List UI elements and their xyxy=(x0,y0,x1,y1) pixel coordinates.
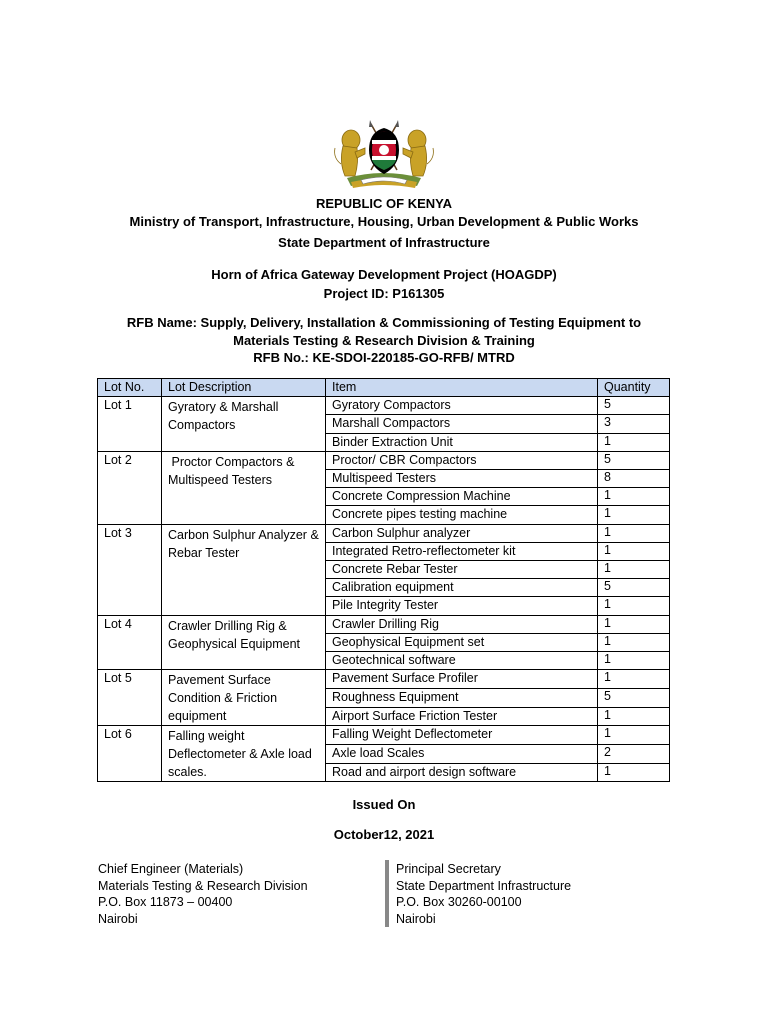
header-quantity: Quantity xyxy=(598,379,670,397)
item-name: Pavement Surface Profiler xyxy=(326,670,598,689)
item-quantity: 1 xyxy=(598,488,670,506)
item-name: Falling Weight Deflectometer xyxy=(326,726,598,745)
item-quantity: 5 xyxy=(598,397,670,415)
item-quantity: 1 xyxy=(598,615,670,633)
item-name: Airport Surface Friction Tester xyxy=(326,707,598,726)
item-name: Pile Integrity Tester xyxy=(326,597,598,615)
lots-table xyxy=(97,378,670,782)
issued-label: Issued On xyxy=(352,797,416,812)
item-name: Concrete Compression Machine xyxy=(326,488,598,506)
address-left-line: Materials Testing & Research Division xyxy=(98,878,308,893)
item-name: Axle load Scales xyxy=(326,744,598,763)
rfb-name-line2: Materials Testing & Research Division & Training xyxy=(233,333,535,348)
item-quantity: 5 xyxy=(598,451,670,469)
item-name: Crawler Drilling Rig xyxy=(326,615,598,633)
item-quantity: 2 xyxy=(598,744,670,763)
item-quantity: 3 xyxy=(598,415,670,433)
item-name: Binder Extraction Unit xyxy=(326,433,598,451)
address-left-line: Chief Engineer (Materials) xyxy=(98,862,244,876)
table-row xyxy=(98,615,670,633)
address-left xyxy=(98,861,308,927)
lot-description: Gyratory & Marshall Compactors xyxy=(162,397,326,452)
item-quantity: 1 xyxy=(598,542,670,560)
item-name: Marshall Compactors xyxy=(326,415,598,433)
address-right-line: Nairobi xyxy=(396,911,436,926)
item-quantity: 5 xyxy=(598,579,670,597)
item-quantity: 1 xyxy=(598,670,670,689)
project-name: Horn of Africa Gateway Development Project (HOAGDP) xyxy=(211,267,557,282)
kenya-coat-of-arms-icon xyxy=(327,118,441,192)
address-right-line: P.O. Box 30260-00100 xyxy=(396,895,522,909)
item-quantity: 1 xyxy=(598,433,670,451)
address-left-line: Nairobi xyxy=(98,911,138,926)
lot-number: Lot 5 xyxy=(98,670,162,726)
address-right-line: Principal Secretary xyxy=(396,862,501,876)
item-quantity: 1 xyxy=(598,524,670,542)
lot-number: Lot 2 xyxy=(98,451,162,524)
table-row xyxy=(98,670,670,689)
item-name: Concrete pipes testing machine xyxy=(326,506,598,524)
item-quantity: 1 xyxy=(598,561,670,579)
ministry-title: Ministry of Transport, Infrastructure, Housing, Urban Development & Public Works xyxy=(129,214,639,229)
lot-description: Pavement Surface Condition & Friction equipment xyxy=(162,670,326,726)
item-name: Concrete Rebar Tester xyxy=(326,561,598,579)
item-name: Integrated Retro-reflectometer kit xyxy=(326,542,598,560)
item-name: Gyratory Compactors xyxy=(326,397,598,415)
table-row xyxy=(98,726,670,745)
rfb-number: RFB No.: KE-SDOI-220185-GO-RFB/ MTRD xyxy=(253,350,515,365)
item-quantity: 1 xyxy=(598,597,670,615)
address-right-line: State Department Infrastructure xyxy=(396,878,572,893)
item-quantity: 8 xyxy=(598,470,670,488)
rfb-name-line1: RFB Name: Supply, Delivery, Installation & Commissioning of Testing Equipment to xyxy=(126,315,642,330)
table-header-row xyxy=(98,379,670,397)
department-title: State Department of Infrastructure xyxy=(278,235,490,250)
item-name: Geophysical Equipment set xyxy=(326,633,598,651)
issued-date: October12, 2021 xyxy=(333,827,435,842)
item-quantity: 5 xyxy=(598,688,670,707)
address-left-line: P.O. Box 11873 – 00400 xyxy=(98,895,233,909)
lot-description: Proctor Compactors & Multispeed Testers xyxy=(162,451,326,524)
item-quantity: 1 xyxy=(598,506,670,524)
item-name: Geotechnical software xyxy=(326,652,598,670)
header-lot-description: Lot Description xyxy=(162,379,326,397)
item-name: Carbon Sulphur analyzer xyxy=(326,524,598,542)
item-quantity: 1 xyxy=(598,633,670,651)
table-row xyxy=(98,397,670,415)
item-quantity: 1 xyxy=(598,763,670,782)
table-row xyxy=(98,524,670,542)
header-lot-no: Lot No. xyxy=(98,379,162,397)
lot-description: Crawler Drilling Rig & Geophysical Equipment xyxy=(162,615,326,670)
lot-description: Carbon Sulphur Analyzer & Rebar Tester xyxy=(162,524,326,615)
project-id: Project ID: P161305 xyxy=(323,286,445,301)
item-quantity: 1 xyxy=(598,707,670,726)
item-name: Multispeed Testers xyxy=(326,470,598,488)
lot-description: Falling weight Deflectometer & Axle load scales. xyxy=(162,726,326,782)
address-right xyxy=(396,861,571,927)
table-row xyxy=(98,451,670,469)
lot-number: Lot 3 xyxy=(98,524,162,615)
item-name: Calibration equipment xyxy=(326,579,598,597)
item-name: Proctor/ CBR Compactors xyxy=(326,451,598,469)
header-item: Item xyxy=(326,379,598,397)
item-quantity: 1 xyxy=(598,726,670,745)
address-divider xyxy=(385,860,389,927)
republic-title: REPUBLIC OF KENYA xyxy=(315,196,453,211)
item-name: Road and airport design software xyxy=(326,763,598,782)
lot-number: Lot 1 xyxy=(98,397,162,452)
lot-number: Lot 4 xyxy=(98,615,162,670)
item-quantity: 1 xyxy=(598,652,670,670)
item-name: Roughness Equipment xyxy=(326,688,598,707)
lot-number: Lot 6 xyxy=(98,726,162,782)
